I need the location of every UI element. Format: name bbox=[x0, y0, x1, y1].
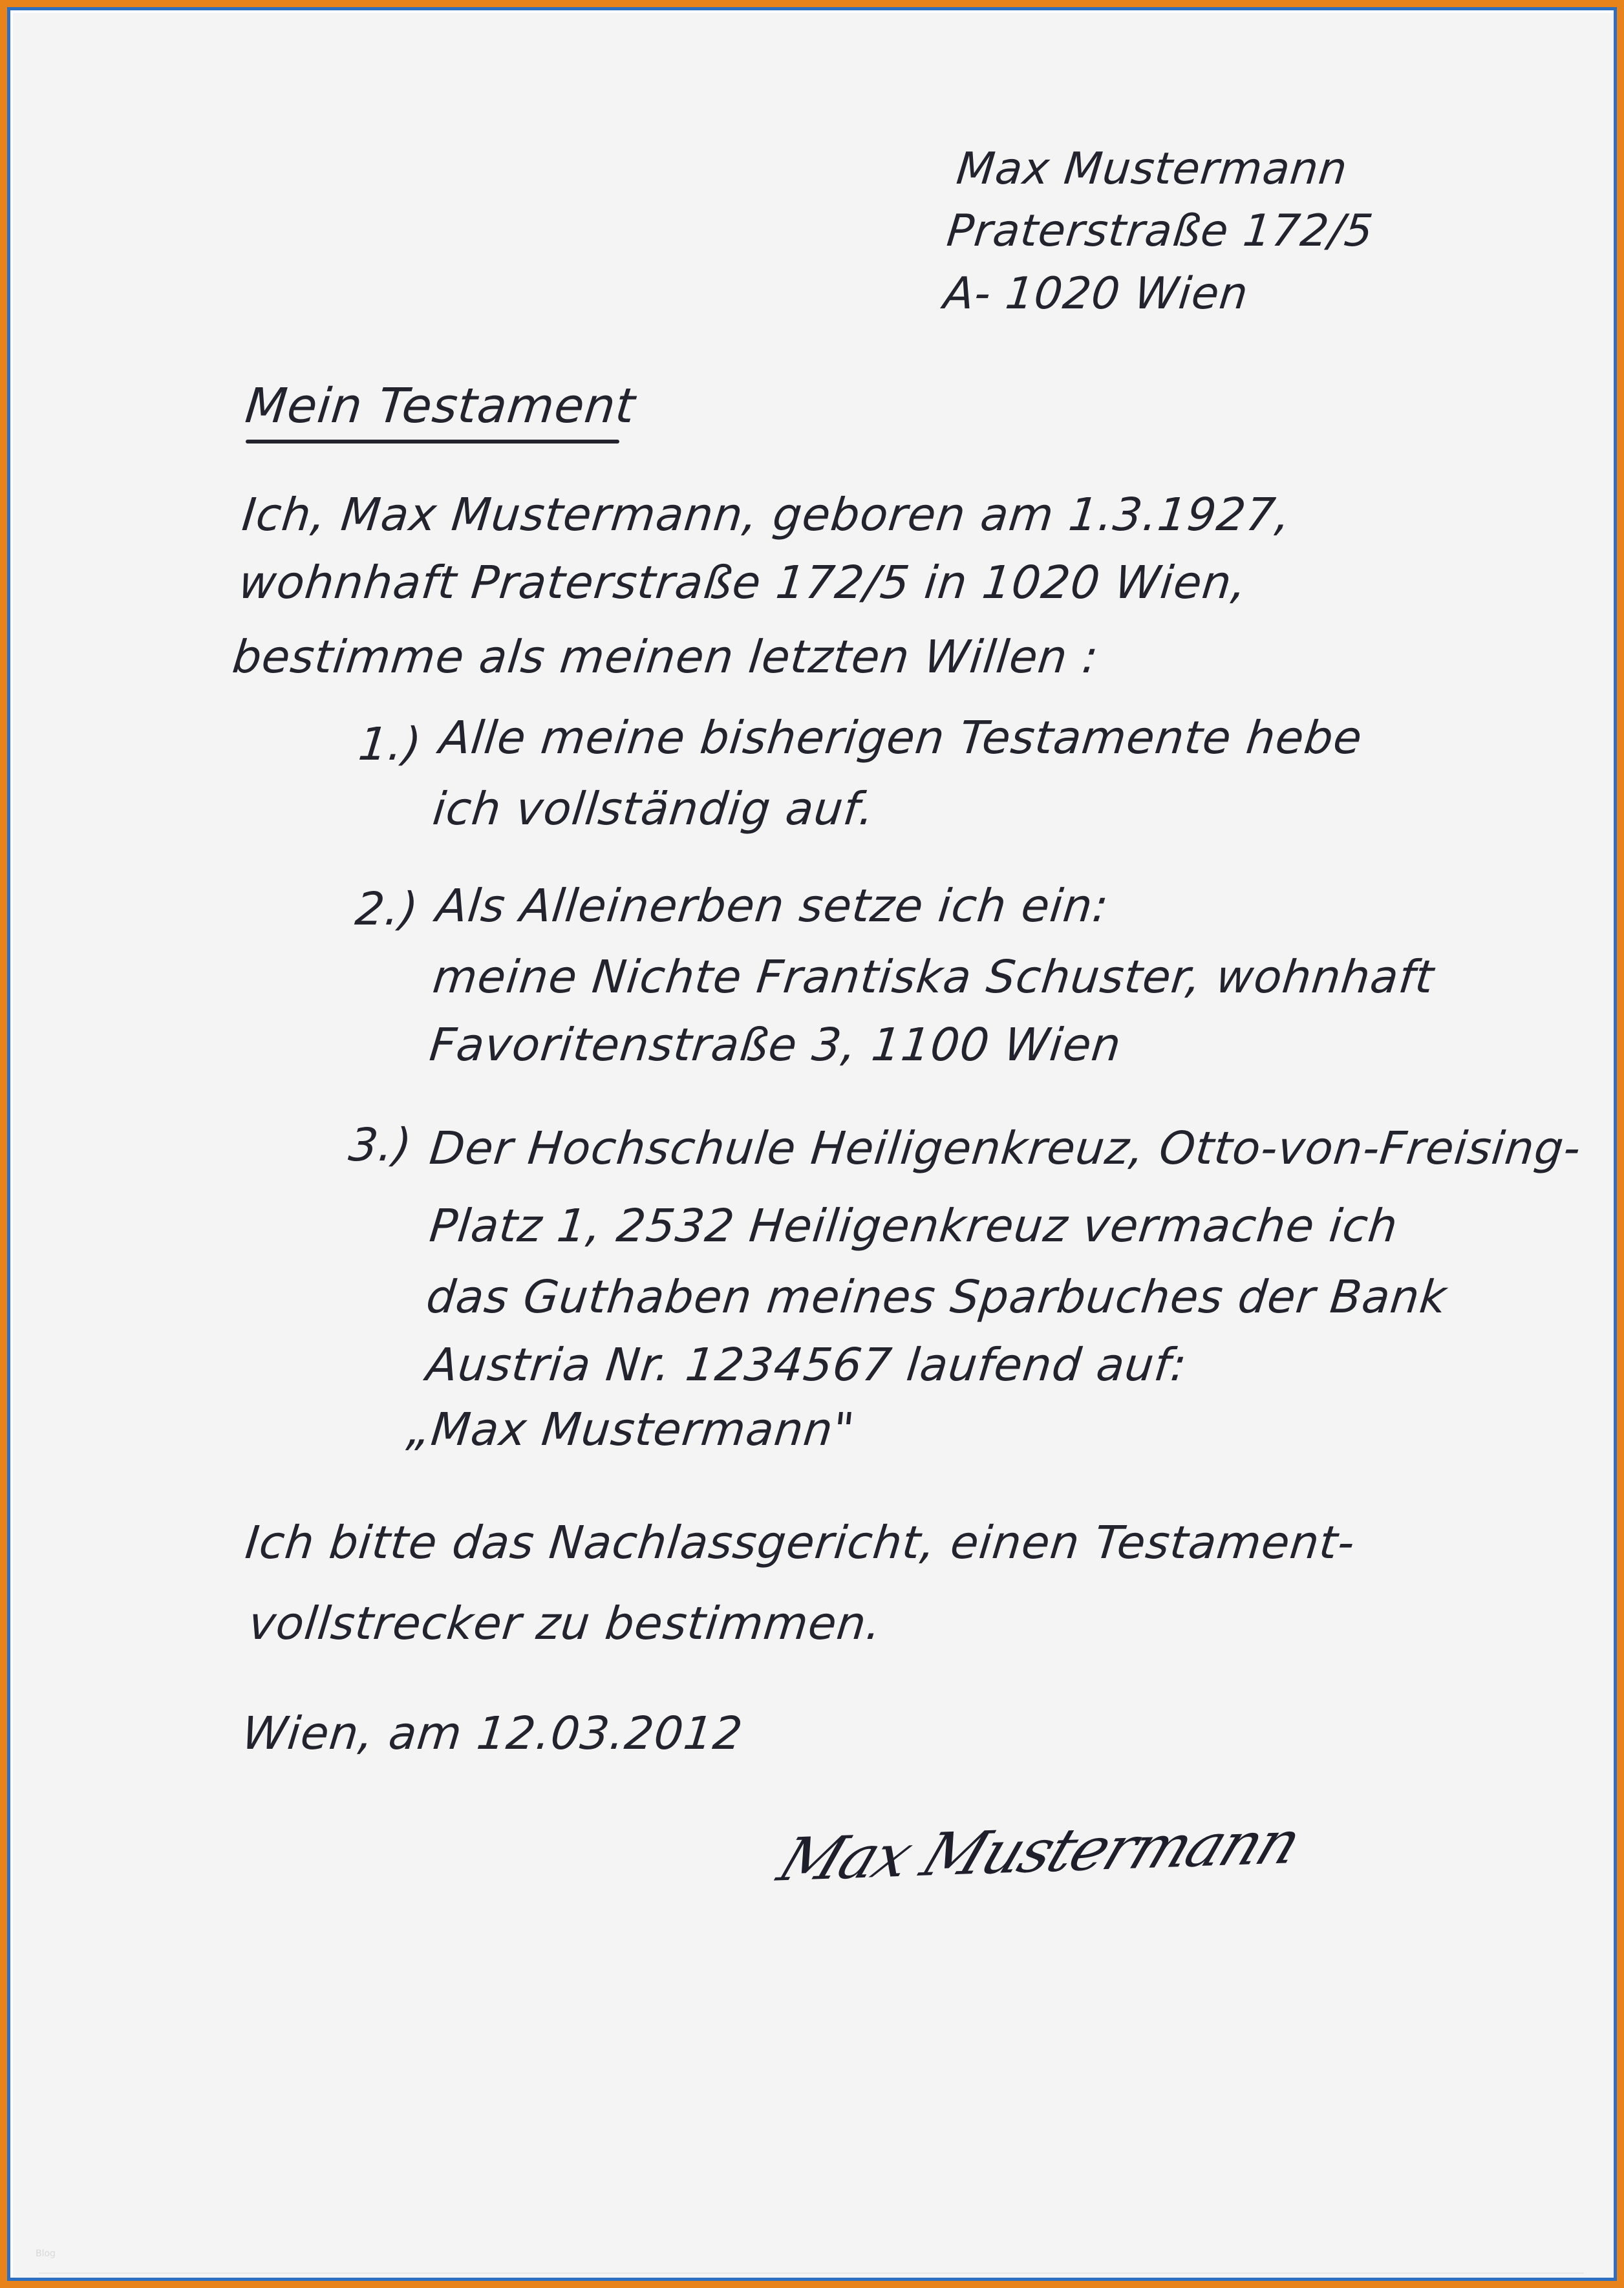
clause-line: Der Hochschule Heiligenkreuz, Otto-von-Freising- bbox=[427, 1122, 1584, 1175]
intro-line: Ich, Max Mustermann, geboren am 1.3.1927, bbox=[239, 488, 1294, 541]
clause-line: „Max Mustermann" bbox=[404, 1403, 858, 1456]
intro-line: wohnhaft Praterstraße 172/5 in 1020 Wien, bbox=[236, 556, 1250, 609]
page-title: Mein Testament bbox=[242, 378, 638, 434]
sender-street: Praterstraße 172/5 bbox=[944, 206, 1376, 257]
clause-line: das Guthaben meines Sparbuches der Bank bbox=[423, 1270, 1449, 1323]
signature: Max Mustermann bbox=[769, 1808, 1309, 1895]
place-date: Wien, am 12.03.2012 bbox=[239, 1707, 746, 1760]
clause-line: Platz 1, 2532 Heiligenkreuz vermache ich bbox=[427, 1199, 1401, 1252]
clause-line: Als Alleinerben setze ich ein: bbox=[433, 879, 1112, 932]
clause-line: ich vollständig auf. bbox=[430, 782, 877, 835]
scan-artifact-line bbox=[39, 2272, 1584, 2274]
intro-line: bestimme als meinen letzten Willen : bbox=[230, 630, 1102, 683]
clause-line: Austria Nr. 1234567 laufend auf: bbox=[423, 1338, 1190, 1391]
sender-city: A- 1020 Wien bbox=[941, 268, 1251, 319]
clause-line: Favoritenstraße 3, 1100 Wien bbox=[427, 1018, 1124, 1071]
clause-number: 2.) bbox=[352, 882, 422, 936]
watermark: Blog bbox=[36, 2249, 56, 2259]
closing-line: vollstrecker zu bestimmen. bbox=[246, 1597, 884, 1650]
clause-number: 3.) bbox=[346, 1118, 415, 1171]
title-underline bbox=[246, 440, 619, 444]
clause-number: 1.) bbox=[356, 718, 425, 771]
clause-line: meine Nichte Frantiska Schuster, wohnhaft bbox=[430, 950, 1437, 1003]
clause-line: Alle meine bisherigen Testamente hebe bbox=[436, 711, 1365, 764]
sender-name: Max Mustermann bbox=[954, 144, 1351, 195]
closing-line: Ich bitte das Nachlassgericht, einen Testament- bbox=[242, 1516, 1358, 1569]
